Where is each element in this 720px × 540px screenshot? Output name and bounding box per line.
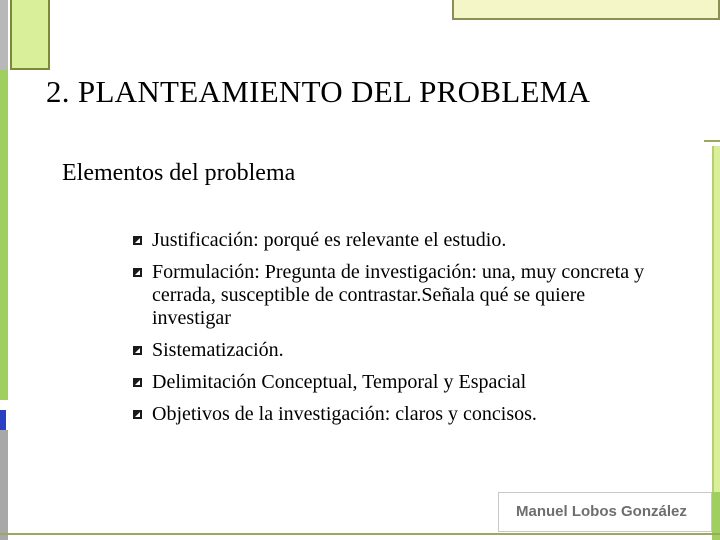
- decorative-bar-left-grey: [0, 430, 8, 540]
- author-name: Manuel Lobos González: [516, 503, 687, 520]
- bullet-item-delimitacion: [132, 371, 662, 394]
- decorative-bar-top-left-grey: [0, 0, 8, 70]
- square-bullet-icon: [133, 378, 142, 387]
- decorative-block-top-green: [10, 0, 50, 70]
- bullet-text: Sistematización.: [152, 339, 284, 361]
- bullet-text: Delimitación Conceptual, Temporal y Espacial: [152, 371, 527, 393]
- bullet-item-justificacion: [132, 229, 662, 252]
- bullet-list: [132, 229, 662, 435]
- decorative-bar-left-blue: [0, 410, 6, 432]
- bullet-text: Justificación: porqué es relevante el estudio.: [152, 229, 507, 251]
- slide-subtitle: Elementos del problema: [62, 160, 296, 186]
- square-bullet-icon: [133, 268, 142, 277]
- square-bullet-icon: [133, 346, 142, 355]
- bullet-text: Formulación: Pregunta de investigación: una, muy concreta y cerrada, susceptible de contrastar.Señala qué se quiere investigar: [152, 261, 645, 329]
- bullet-item-formulacion: [132, 261, 662, 330]
- bullet-item-sistematizacion: [132, 339, 662, 362]
- decorative-line-bottom: [0, 533, 720, 535]
- decorative-bar-right-green: [712, 146, 720, 496]
- slide-title: 2. PLANTEAMIENTO DEL PROBLEMA: [46, 74, 591, 109]
- square-bullet-icon: [133, 236, 142, 245]
- decorative-block-top-right: [452, 0, 720, 20]
- decorative-line-right: [704, 140, 720, 142]
- bullet-item-objetivos: [132, 403, 662, 426]
- decorative-bar-left-green: [0, 70, 8, 400]
- square-bullet-icon: [133, 410, 142, 419]
- bullet-text: Objetivos de la investigación: claros y concisos.: [152, 403, 537, 425]
